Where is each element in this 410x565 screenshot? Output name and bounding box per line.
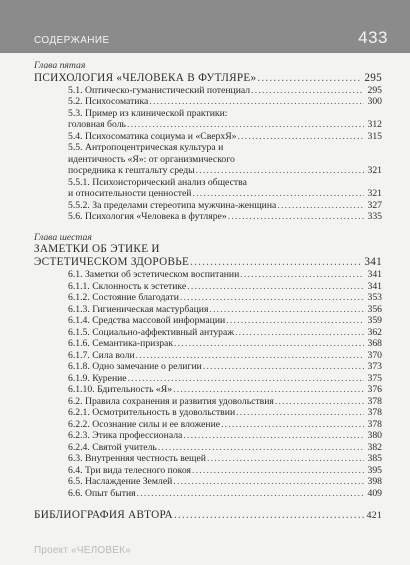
leader-dots [173, 476, 364, 488]
entry-title: 6.1.3. Гигиеническая мастурбация [68, 303, 209, 315]
leader-dots [240, 269, 364, 281]
bibliography-row[interactable] [34, 509, 382, 522]
leader-dots [228, 211, 365, 223]
entry-title: 6.5. Наслаждение Землей [68, 476, 173, 487]
toc-entry[interactable] [34, 211, 382, 223]
toc-entry[interactable] [34, 396, 382, 408]
entry-page: 359 [367, 315, 382, 326]
entry-page: 376 [367, 384, 382, 395]
leader-dots [149, 96, 364, 108]
toc-entry[interactable] [34, 96, 382, 108]
chapter-page: 295 [364, 71, 382, 84]
toc-entry[interactable] [34, 407, 382, 419]
page-footer: Проект «ЧЕЛОВЕК» [34, 545, 131, 556]
leader-dots [236, 407, 364, 419]
chapter-page: 341 [364, 256, 382, 268]
entry-title: 5.4. Психосоматика социума и «СверхЯ» [68, 130, 237, 142]
toc-entry[interactable] [34, 430, 382, 442]
entry-page: 315 [367, 130, 382, 142]
entry-title: 6.1.9. Курение [68, 372, 127, 384]
leader-dots [203, 361, 365, 373]
toc-entry[interactable] [34, 292, 382, 304]
leader-dots [180, 292, 365, 304]
toc-entry[interactable] [34, 188, 382, 200]
entry-title: 6.1.4. Средства массовой информации [68, 315, 226, 326]
entry-title: 6.2. Правила сохранения и развития удовольствия [68, 395, 274, 407]
entry-page: 321 [367, 165, 382, 176]
toc-entry[interactable] [34, 200, 382, 212]
entry-page: 321 [367, 188, 382, 199]
toc-entry[interactable] [34, 119, 382, 131]
entry-page: 368 [367, 338, 382, 349]
chapter-title-continuation: ЭСТЕТИЧЕСКОМ ЗДОРОВЬЕ [34, 256, 190, 268]
entry-page: 409 [367, 487, 382, 499]
leader-dots [235, 327, 364, 339]
toc-entry[interactable] [34, 453, 382, 465]
leader-dots [238, 131, 365, 143]
entry-title: 6.1.8. Одно замечание о религии [68, 361, 202, 372]
chapter-title[interactable]: ЗАМЕТКИ ОБ ЭТИКЕ И [34, 243, 160, 255]
bibliography-title: БИБЛИОГРАФИЯ АВТОРА [34, 509, 173, 521]
entry-title: 6.6. Опыт бытия [68, 487, 136, 499]
entry-page: 398 [367, 476, 382, 487]
leader-dots [127, 119, 365, 131]
entry-page: 327 [367, 199, 382, 211]
leader-dots [173, 384, 364, 396]
toc-entry[interactable] [34, 361, 382, 373]
toc-entry[interactable] [34, 488, 382, 500]
leader-dots [190, 256, 361, 269]
leader-dots [174, 338, 364, 350]
toc-entry[interactable] [34, 304, 382, 316]
chapter-label: Глава пятая [34, 60, 86, 71]
leader-dots [137, 488, 365, 500]
entry-title: 6.2.2. Осознание силы и ее вложение [68, 418, 221, 430]
chapter-title-row[interactable] [34, 72, 382, 85]
leader-dots [183, 430, 364, 442]
entry-page: 382 [367, 441, 382, 453]
entry-title: 6.1.10. Бдительность «Я» [68, 384, 173, 395]
entry-page: 373 [367, 361, 382, 372]
entry-title-continuation: посредника к гештальту среды [68, 165, 195, 176]
chapter-title-row[interactable] [34, 256, 382, 269]
toc-entry[interactable] [34, 465, 382, 477]
entry-page: 378 [367, 395, 382, 407]
entry-title: 6.3. Внутренняя честность вещей [68, 453, 206, 464]
entry-title[interactable]: 5.5.1. Психоисторический анализ общества [68, 176, 247, 188]
toc-entry[interactable] [34, 281, 382, 293]
leader-dots [192, 188, 364, 200]
chapter-title: ПСИХОЛОГИЯ «ЧЕЛОВЕКА В ФУТЛЯРЕ» [34, 71, 257, 84]
entry-title: 6.1.5. Социально-аффективный антураж [68, 326, 235, 338]
page-number: 433 [358, 28, 388, 47]
entry-title: 6.4. Три вида телесного покоя [68, 464, 191, 476]
entry-page: 335 [367, 211, 382, 222]
leader-dots [226, 315, 364, 327]
entry-page: 353 [367, 292, 382, 303]
entry-title: 6.1.1. Склонность к эстетике [68, 280, 187, 292]
toc-entry[interactable] [34, 384, 382, 396]
entry-page: 385 [367, 453, 382, 464]
leader-dots [209, 304, 364, 316]
bibliography-page: 421 [366, 510, 382, 521]
entry-page: 356 [367, 303, 382, 315]
entry-title: 5.2. Психосоматика [68, 96, 149, 107]
entry-title: 6.1.6. Семантика-призрак [68, 338, 174, 349]
toc-entry[interactable] [34, 373, 382, 385]
toc-entry[interactable] [34, 338, 382, 350]
page-header [0, 0, 410, 53]
toc-entry[interactable] [34, 165, 382, 177]
toc-entry[interactable] [34, 131, 382, 143]
entry-title-continuation: и относительности ценностей [68, 188, 192, 199]
chapter-label: Глава шестая [34, 231, 92, 243]
entry-page: 362 [367, 326, 382, 338]
entry-page: 378 [367, 407, 382, 418]
entry-page: 312 [367, 119, 382, 130]
entry-title: 6.1.7. Сила воли [68, 349, 135, 361]
toc-entry[interactable] [34, 350, 382, 362]
entry-title[interactable]: 5.3. Пример из клинической практики: [68, 107, 228, 119]
entry-title: 6.2.1. Осмотрительность в удовольствии [68, 407, 236, 418]
entry-page: 395 [367, 464, 382, 476]
entry-title: 5.1. Оптическо-гуманистический потенциал [68, 84, 251, 96]
entry-page: 380 [367, 430, 382, 441]
toc-entry[interactable] [34, 419, 382, 431]
leader-dots [196, 165, 365, 177]
entry-page: 375 [367, 372, 382, 384]
entry-page: 300 [367, 96, 382, 107]
entry-title: 6.1.2. Состояние благодати [68, 292, 179, 303]
toc-entry[interactable] [34, 269, 382, 281]
entry-title: 6.2.4. Святой учитель [68, 441, 157, 453]
entry-title: 5.6. Психология «Человека в футляре» [68, 211, 227, 222]
toc-entry[interactable] [34, 442, 382, 454]
entry-page: 378 [367, 418, 382, 430]
entry-title: 6.2.3. Этика профессионала [68, 430, 183, 441]
toc-entry[interactable] [34, 85, 382, 97]
leader-dots [136, 350, 365, 362]
entry-page: 341 [367, 269, 382, 280]
leader-dots [251, 85, 364, 97]
leader-dots [207, 453, 364, 465]
entry-page: 370 [367, 349, 382, 361]
leader-dots [257, 72, 361, 85]
leader-dots [187, 281, 364, 293]
toc-entry[interactable] [34, 327, 382, 339]
leader-dots [128, 373, 365, 385]
leader-dots [192, 465, 365, 477]
entry-title: 6.1. Заметки об эстетическом воспитании [68, 269, 240, 280]
toc-entry[interactable] [34, 476, 382, 488]
entry-title[interactable]: 5.5. Антропоцентрическая культура и [68, 142, 224, 153]
entry-page: 295 [367, 84, 382, 96]
leader-dots [158, 442, 365, 454]
table-of-contents [34, 60, 382, 522]
leader-dots [275, 396, 365, 408]
running-head: СОДЕРЖАНИЕ [34, 35, 110, 46]
leader-dots [174, 509, 364, 522]
toc-entry[interactable] [34, 315, 382, 327]
entry-title-continuation: головная боль [68, 119, 126, 130]
entry-title: 5.5.2. За пределами стереотипа мужчина-женщина [68, 199, 277, 211]
entry-title-continuation: идентичность «Я»: от организмического [68, 153, 235, 165]
leader-dots [221, 419, 364, 431]
leader-dots [277, 200, 364, 212]
entry-page: 341 [367, 280, 382, 292]
